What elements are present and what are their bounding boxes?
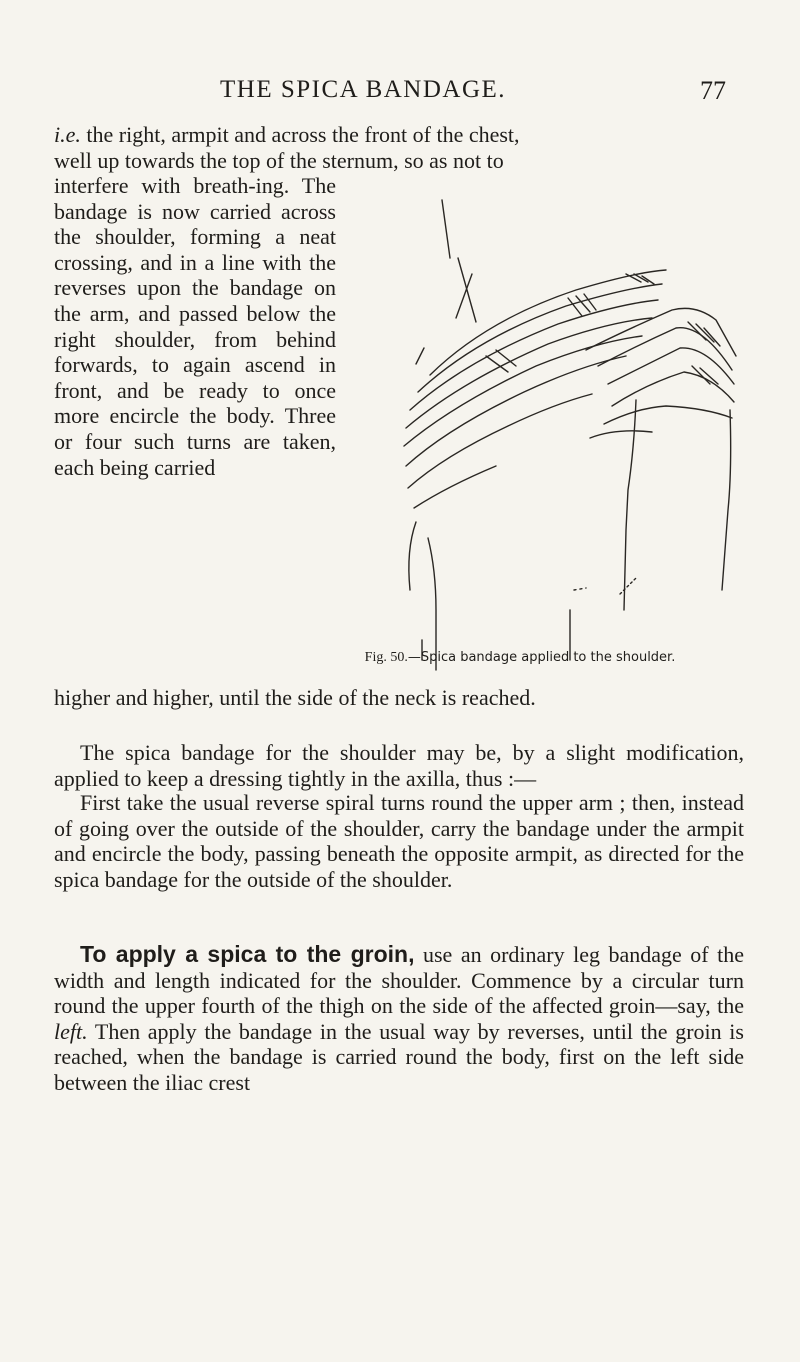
figure-caption (340, 650, 700, 666)
paragraph-4-lead: To apply a spica to the groin, (80, 941, 415, 967)
paragraph-1-line-1 (54, 122, 744, 148)
figure-caption-text: —Spica bandage applied to the shoulder. (407, 650, 676, 665)
ie-abbreviation: i.e. (54, 122, 81, 147)
page-header (0, 76, 800, 106)
paragraph-4-part-1: use an ordinary leg bandage of the width and length indicated for the shoulder. Commence by a circular turn round the upper fourth of the thigh on the side of the affected groin—say, the (54, 942, 744, 1019)
shoulder-spica-illustration (336, 170, 746, 690)
paragraph-4-part-2: Then apply the bandage in the usual way by reverses, until the groin is reached, when the bandage is carried round the body, first on the left side between the iliac crest (54, 1018, 744, 1095)
left-word: left. (54, 1018, 88, 1044)
paragraph-1-top (54, 122, 744, 173)
page-number: 77 (700, 76, 726, 105)
paragraph-2: The spica bandage for the shoulder may be, by a slight modification, applied to keep a dressing tightly in the axilla, thus :— (54, 740, 744, 791)
paragraph-1-line-1-rest: the right, armpit and across the front of the chest, (80, 122, 520, 147)
running-head: THE SPICA BANDAGE. (220, 76, 507, 103)
paragraph-1-line-2: well up towards the top of the sternum, so as not to (54, 147, 504, 173)
figure-illustration (336, 170, 746, 690)
paragraph-1-bottom: higher and higher, until the side of the neck is reached. (54, 685, 536, 710)
paragraph-1-left-column: interfere with breath-ing. The bandage is now carried across the shoulder, forming a neat crossing, and in a line with the reverses upon the bandage on the arm, and passed below the right shoulder, from behind forwards, to again ascend in front, and be ready to once more encircle the body. Three or four such turns are taken, each being carried (54, 173, 336, 480)
paragraph-4 (54, 942, 744, 1096)
paragraph-3: First take the usual reverse spiral turns round the upper arm ; then, instead of going over the outside of the shoulder, carry the bandage under the armpit and encircle the body, passing beneath the opposite armpit, as directed for the spica bandage for the outside of the shoulder. (54, 790, 744, 892)
figure-label: Fig. 50. (364, 650, 408, 665)
